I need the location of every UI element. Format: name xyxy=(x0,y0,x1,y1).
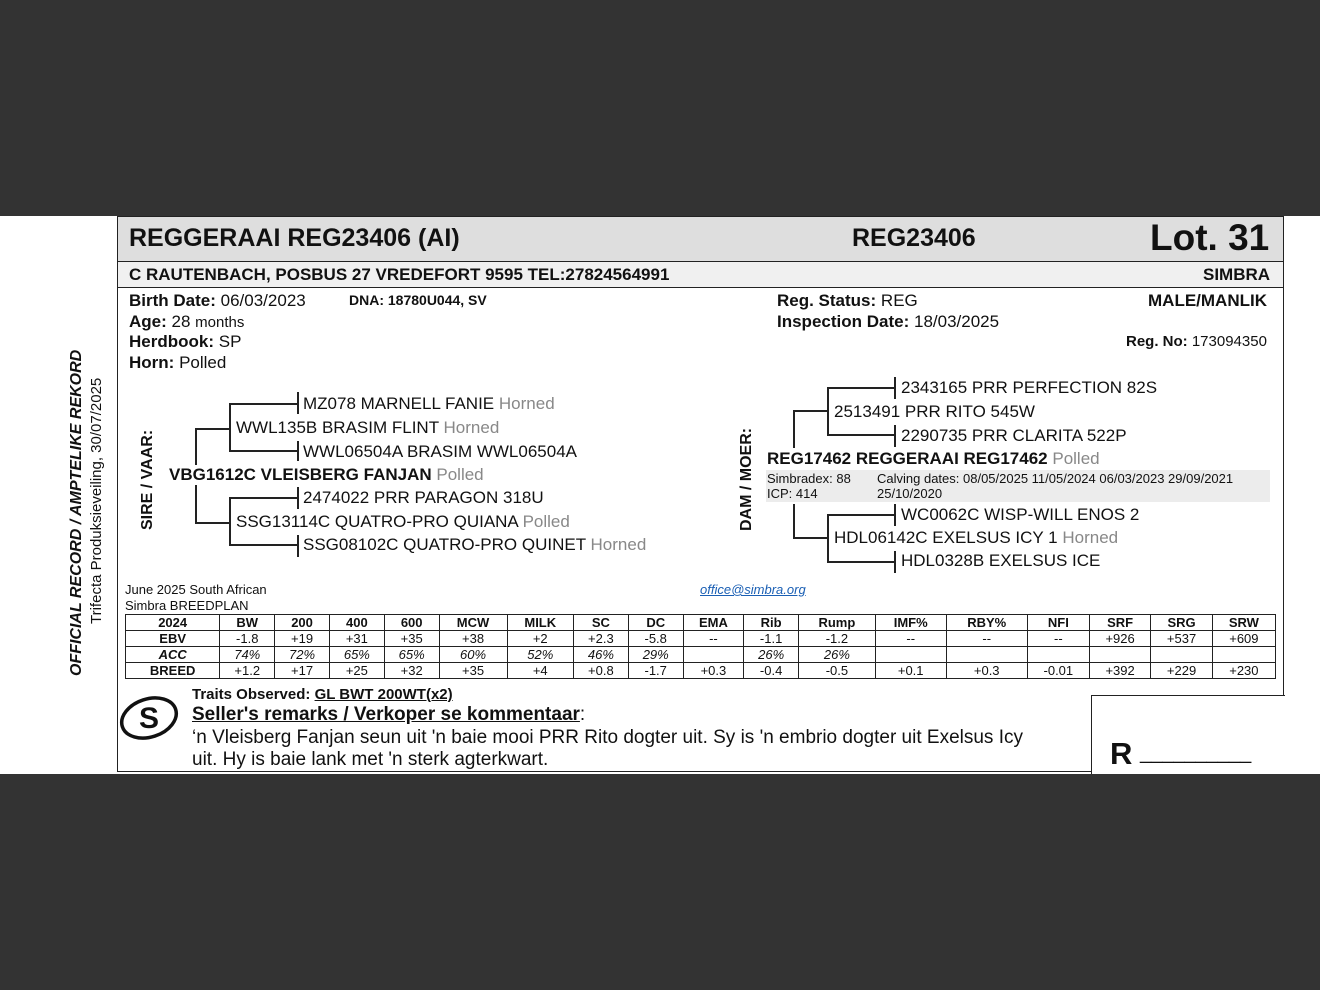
ebv-cell: +230 xyxy=(1212,663,1275,679)
ebv-header-cell: IMF% xyxy=(875,615,946,631)
ebv-cell: 52% xyxy=(507,647,573,663)
reg-no xyxy=(1126,333,1267,350)
dam-name: REG17462 REGGERAAI REG17462 xyxy=(767,449,1048,468)
herdbook-label: Herdbook: xyxy=(129,332,214,351)
dam-gd-horn: Horned xyxy=(1062,528,1119,547)
ebv-row-label: EBV xyxy=(126,631,220,647)
lot-number: Lot. 31 xyxy=(1150,217,1270,258)
ebv-cell: +35 xyxy=(439,663,507,679)
ebv-cell: +19 xyxy=(275,631,330,647)
sire-gd-name: SSG13114C QUATRO-PRO QUIANA xyxy=(236,512,518,531)
sire-ggs1 xyxy=(303,394,555,414)
ebv-cell: -- xyxy=(683,631,744,647)
ebv-cell: 29% xyxy=(628,647,683,663)
sire-ggd1 xyxy=(303,442,577,462)
owner-address: C RAUTENBACH, POSBUS 27 VREDEFORT 9595 TEL:27824564991 xyxy=(129,265,670,284)
sire-ggs2-name: 2474022 PRR PARAGON 318U xyxy=(303,488,544,507)
ebv-header-cell: Rump xyxy=(799,615,876,631)
ebv-cell: +38 xyxy=(439,631,507,647)
animal-name: REGGERAAI REG23406 (AI) xyxy=(129,224,460,252)
ebv-cell: +0.8 xyxy=(573,663,628,679)
remarks-title: Seller's remarks / Verkoper se kommentaar xyxy=(192,704,580,725)
svg-text:S: S xyxy=(138,702,160,735)
ebv-header-cell: RBY% xyxy=(946,615,1027,631)
ebv-header-cell: 400 xyxy=(329,615,384,631)
dam-calving-dates: Calving dates: 08/05/2025 11/05/2024 06/03/2023 29/09/2021 xyxy=(877,471,1234,486)
ebv-header-cell: SRW xyxy=(1212,615,1275,631)
ebv-cell: -0.01 xyxy=(1027,663,1089,679)
sire-gs xyxy=(236,418,499,438)
remarks-heading xyxy=(192,704,585,726)
dam-ggs2 xyxy=(901,505,1139,525)
ebv-cell xyxy=(683,647,744,663)
ebv-cell xyxy=(1151,647,1212,663)
ebv-cell: +25 xyxy=(329,663,384,679)
ebv-cell: +392 xyxy=(1089,663,1150,679)
ebv-cell: 26% xyxy=(744,647,799,663)
dam-ggs1-name: 2343165 PRR PERFECTION 82S xyxy=(901,378,1158,397)
dam-horn: Polled xyxy=(1052,449,1100,468)
ebv-header-row xyxy=(126,615,1276,631)
ebv-cell: +1.2 xyxy=(220,663,275,679)
ebv-cell: -1.7 xyxy=(628,663,683,679)
ebv-header-cell: Rib xyxy=(744,615,799,631)
ebv-header-cell: SRG xyxy=(1151,615,1212,631)
ebv-cell xyxy=(1089,647,1150,663)
inspection-date xyxy=(777,312,999,332)
ebv-cell: +2.3 xyxy=(573,631,628,647)
ebv-cell: -0.5 xyxy=(799,663,876,679)
ebv-cell: +32 xyxy=(384,663,439,679)
sire-gs-horn: Horned xyxy=(443,418,500,437)
ebv-cell: -- xyxy=(946,631,1027,647)
ebv-cell: 74% xyxy=(220,647,275,663)
reg-status-value: REG xyxy=(880,291,918,310)
age-label: Age: xyxy=(129,312,167,331)
ebv-header-cell: DC xyxy=(628,615,683,631)
ebv-cell: -1.2 xyxy=(799,631,876,647)
ebv-header-cell: SC xyxy=(573,615,628,631)
ebv-cell xyxy=(1027,647,1089,663)
sire-ggd2-name: SSG08102C QUATRO-PRO QUINET xyxy=(303,535,586,554)
ebv-row xyxy=(126,631,1276,647)
breedplan-line1: June 2025 South African xyxy=(125,582,267,597)
ebv-header-cell: 2024 xyxy=(126,615,220,631)
dam-side-label: DAM / MOER: xyxy=(738,427,755,531)
traits-observed xyxy=(192,686,453,703)
ebv-row xyxy=(126,647,1276,663)
ebv-header-cell: NFI xyxy=(1027,615,1089,631)
email-link[interactable]: office@simbra.org xyxy=(700,582,806,597)
dam-ggs2-name: WC0062C WISP-WILL ENOS 2 xyxy=(901,505,1140,524)
ebv-cell: +537 xyxy=(1151,631,1212,647)
sire-ggd1-name: WWL06504A BRASIM WWL06504A xyxy=(303,442,578,461)
ebv-header-cell: BW xyxy=(220,615,275,631)
ebv-header-cell: EMA xyxy=(683,615,744,631)
horn-value: Polled xyxy=(179,353,227,372)
sire-gs-name: WWL135B BRASIM FLINT xyxy=(236,418,439,437)
sire-name: VBG1612C VLEISBERG FANJAN xyxy=(169,465,432,484)
animal-id: REG23406 xyxy=(852,224,976,252)
dam-icp: ICP: 414 xyxy=(767,486,818,501)
dam-gd-name: HDL06142C EXELSUS ICY 1 xyxy=(834,528,1058,547)
ebv-cell: 65% xyxy=(384,647,439,663)
ebv-cell: -1.1 xyxy=(744,631,799,647)
dam-calving-dates-2: 25/10/2020 xyxy=(877,486,943,501)
official-record-label: OFFICIAL RECORD / AMPTELIKE REKORD xyxy=(68,349,85,676)
ebv-cell: 65% xyxy=(329,647,384,663)
ebv-header-cell: MILK xyxy=(507,615,573,631)
traits-label: Traits Observed: xyxy=(192,686,311,703)
birth-date xyxy=(129,291,306,311)
dam-gs xyxy=(834,402,1035,422)
ebv-cell: +609 xyxy=(1212,631,1275,647)
age-unit: months xyxy=(195,314,245,331)
inspection-value: 18/03/2025 xyxy=(913,312,1000,331)
reg-no-value: 173094350 xyxy=(1191,333,1267,350)
dam-gs-name: 2513491 PRR RITO 545W xyxy=(834,402,1035,421)
age xyxy=(129,312,244,332)
ebv-cell: -0.4 xyxy=(744,663,799,679)
sire-horn: Polled xyxy=(436,465,484,484)
horn xyxy=(129,353,226,373)
dam-ggd1 xyxy=(901,426,1127,446)
sex-label: MALE/MANLIK xyxy=(1148,291,1267,310)
ebv-cell: +2 xyxy=(507,631,573,647)
dna-info: DNA: 18780U044, SV xyxy=(349,292,487,308)
ebv-cell: -5.8 xyxy=(628,631,683,647)
birth-date-label: Birth Date: xyxy=(129,291,216,310)
ebv-row xyxy=(126,663,1276,679)
sire-ggs2 xyxy=(303,488,544,508)
sire-gd xyxy=(236,512,570,532)
dam xyxy=(767,449,1100,469)
ebv-cell: +0.3 xyxy=(946,663,1027,679)
dam-gd xyxy=(834,528,1118,548)
r-label: R xyxy=(1110,736,1133,771)
ebv-row-label: BREED xyxy=(126,663,220,679)
sire xyxy=(169,465,484,485)
ebv-header-cell: SRF xyxy=(1089,615,1150,631)
ebv-cell xyxy=(1212,647,1275,663)
ebv-cell: -- xyxy=(875,631,946,647)
ebv-cell: +229 xyxy=(1151,663,1212,679)
reg-no-label: Reg. No: xyxy=(1126,333,1188,350)
traits-value: GL BWT 200WT(x2) xyxy=(314,686,453,703)
herdbook xyxy=(129,332,241,352)
ebv-table xyxy=(125,614,1276,679)
reg-status-label: Reg. Status: xyxy=(777,291,877,310)
ebv-cell: -- xyxy=(1027,631,1089,647)
r-blank-line[interactable]: __________ xyxy=(1140,742,1252,764)
remarks-line1: ‘n Vleisberg Fanjan seun uit 'n baie mooi PRR Rito dogter uit. Sy is 'n embrio dogter uit Exelsus Icy xyxy=(192,727,1023,748)
inspection-label: Inspection Date: xyxy=(777,312,910,331)
ebv-cell xyxy=(875,647,946,663)
sale-name-label: Trifecta Produksieveiling, 30/07/2025 xyxy=(88,377,105,624)
dam-simbradex: Simbradex: 88 xyxy=(767,471,851,486)
reg-status xyxy=(777,291,918,311)
ebv-cell: 60% xyxy=(439,647,507,663)
ebv-cell: +17 xyxy=(275,663,330,679)
ebv-row-label: ACC xyxy=(126,647,220,663)
sire-ggd2-horn: Horned xyxy=(590,535,647,554)
birth-date-value: 06/03/2023 xyxy=(220,291,306,310)
sire-ggd2 xyxy=(303,535,646,555)
ebv-cell: +31 xyxy=(329,631,384,647)
herdbook-value: SP xyxy=(218,332,242,351)
dam-ggs1 xyxy=(901,378,1157,398)
ebv-cell: +4 xyxy=(507,663,573,679)
ebv-header-cell: 600 xyxy=(384,615,439,631)
ebv-header-cell: MCW xyxy=(439,615,507,631)
sire-ggs1-horn: Horned xyxy=(498,394,555,413)
ebv-cell: +926 xyxy=(1089,631,1150,647)
ebv-header-cell: 200 xyxy=(275,615,330,631)
breedplan-line2: Simbra BREEDPLAN xyxy=(125,598,249,613)
remarks-colon: : xyxy=(579,704,586,725)
dam-ggd2 xyxy=(901,551,1100,571)
ebv-cell: 46% xyxy=(573,647,628,663)
ebv-cell: +35 xyxy=(384,631,439,647)
dam-ggd2-name: HDL0328B EXELSUS ICE xyxy=(901,551,1101,570)
ebv-cell: +0.1 xyxy=(875,663,946,679)
sire-side-label: SIRE / VAAR: xyxy=(139,429,156,530)
simbra-logo-icon xyxy=(117,690,181,746)
ebv-cell: -1.8 xyxy=(220,631,275,647)
ebv-cell: 72% xyxy=(275,647,330,663)
ebv-cell: 26% xyxy=(799,647,876,663)
sire-gd-horn: Polled xyxy=(522,512,570,531)
remarks-line2: uit. Hy is baie lank met 'n sterk agterkwart. xyxy=(192,749,549,770)
horn-label: Horn: xyxy=(129,353,175,372)
dam-ggd1-name: 2290735 PRR CLARITA 522P xyxy=(901,426,1127,445)
age-value: 28 xyxy=(171,312,191,331)
ebv-cell xyxy=(946,647,1027,663)
breed-label: SIMBRA xyxy=(1203,265,1271,284)
ebv-cell: +0.3 xyxy=(683,663,744,679)
sire-ggs1-name: MZ078 MARNELL FANIE xyxy=(303,394,495,413)
